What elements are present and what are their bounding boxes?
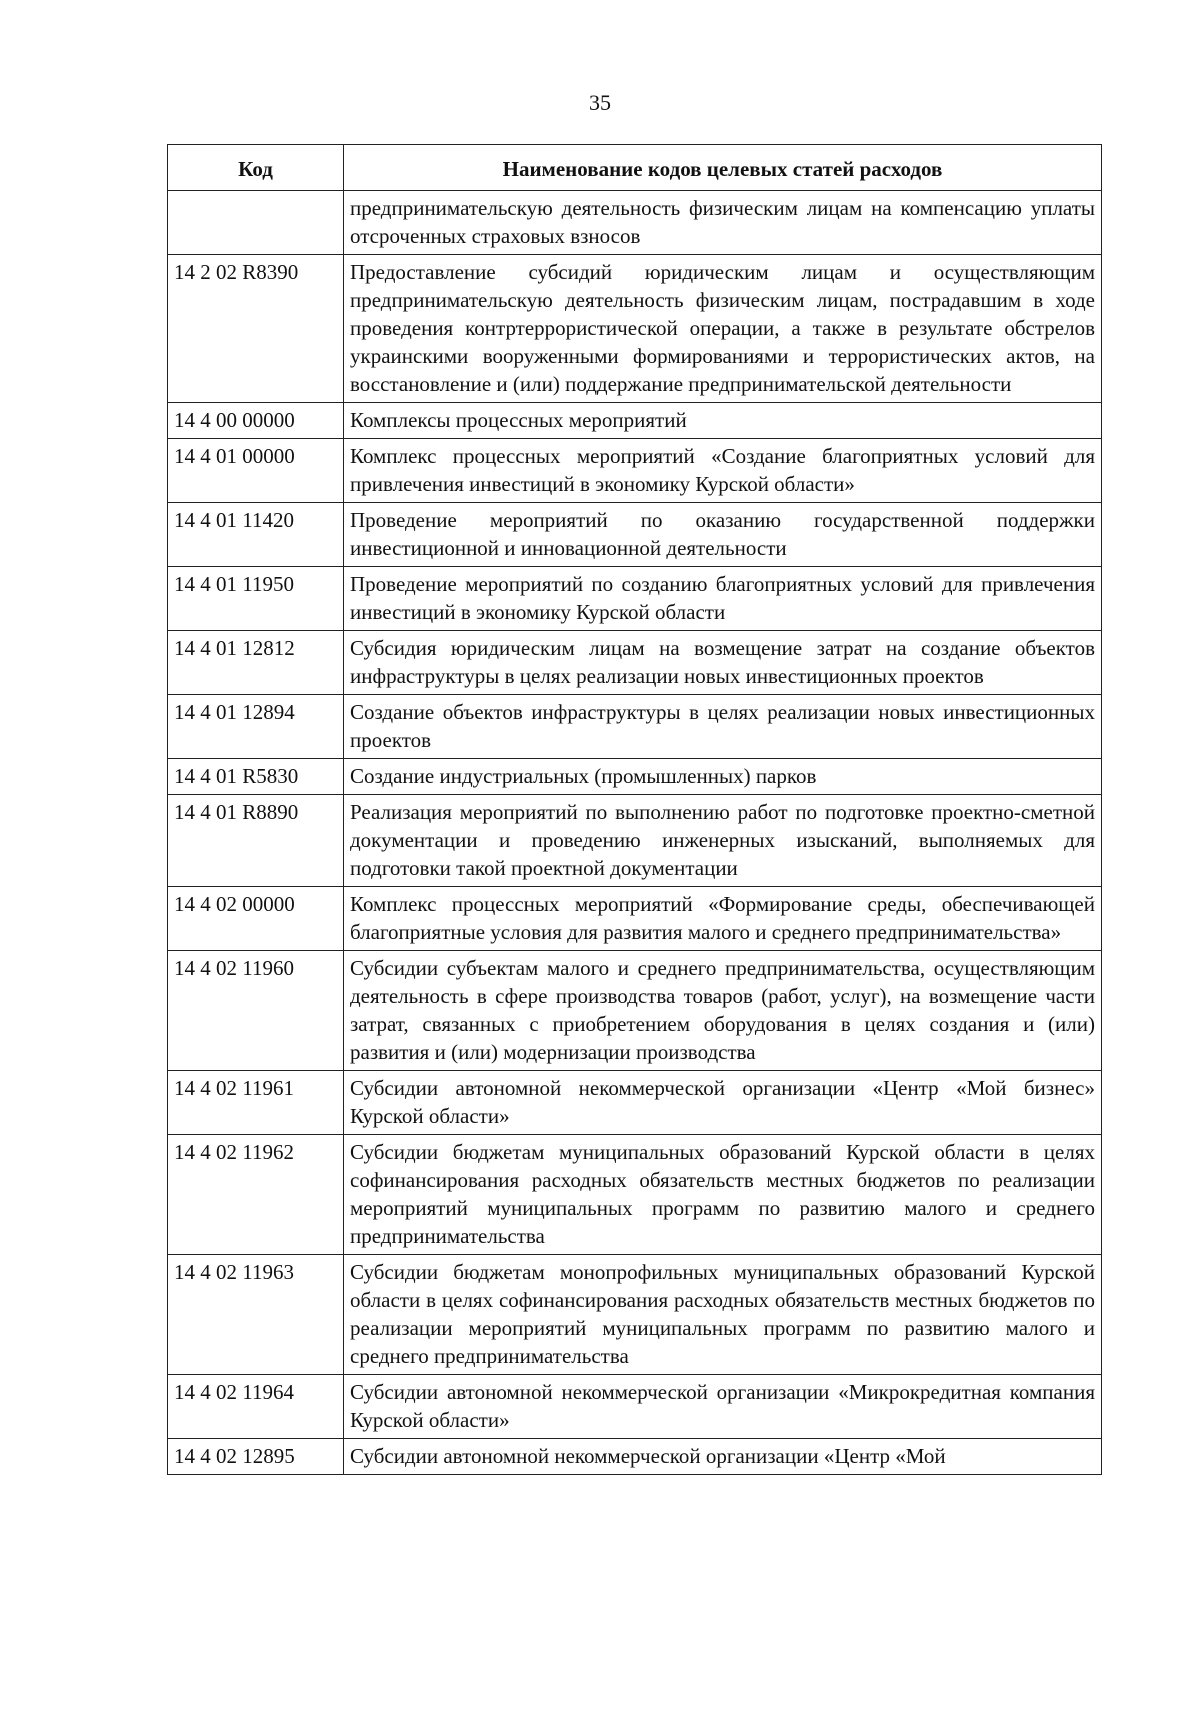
- table-row: [168, 759, 1102, 795]
- table-row: [168, 191, 1102, 255]
- code-cell: 14 2 02 R8390: [168, 255, 344, 403]
- code-cell: [168, 191, 344, 255]
- code-cell: 14 4 02 00000: [168, 887, 344, 951]
- name-cell: Субсидии бюджетам монопрофильных муниципальных образований Курской области в целях софинансирования расходных обязательств местных бюджетов по реализации мероприятий муниципальных программ по развитию малого и среднего предпринимательства: [344, 1255, 1102, 1375]
- target-expense-codes-table: [167, 144, 1102, 1475]
- table-row: [168, 951, 1102, 1071]
- table-row: [168, 1255, 1102, 1375]
- table-row: [168, 631, 1102, 695]
- table-row: [168, 695, 1102, 759]
- table-header-row: [168, 145, 1102, 191]
- table-row: [168, 255, 1102, 403]
- code-cell: 14 4 01 12812: [168, 631, 344, 695]
- name-cell: Комплекс процессных мероприятий «Формирование среды, обеспечивающей благоприятные условия для развития малого и среднего предпринимательства»: [344, 887, 1102, 951]
- name-cell: Проведение мероприятий по оказанию государственной поддержки инвестиционной и инновационной деятельности: [344, 503, 1102, 567]
- table-row: [168, 1135, 1102, 1255]
- name-cell: Субсидии автономной некоммерческой организации «Центр «Мой бизнес» Курской области»: [344, 1071, 1102, 1135]
- name-cell: Предоставление субсидий юридическим лицам и осуществляющим предпринимательскую деятельность физическим лицам, пострадавшим в ходе проведения контртеррористической операции, а также в результате обстрелов украинскими вооруженными формированиями и террористических актов, на восстановление и (или) поддержание предпринимательской деятельности: [344, 255, 1102, 403]
- name-cell: Субсидии автономной некоммерческой организации «Микрокредитная компания Курской области»: [344, 1375, 1102, 1439]
- code-column-header: Код: [168, 145, 344, 191]
- code-cell: 14 4 02 11963: [168, 1255, 344, 1375]
- code-cell: 14 4 02 11964: [168, 1375, 344, 1439]
- page-number: 35: [589, 90, 611, 115]
- table-row: [168, 795, 1102, 887]
- table-row: [168, 403, 1102, 439]
- code-cell: 14 4 00 00000: [168, 403, 344, 439]
- code-cell: 14 4 02 12895: [168, 1439, 344, 1475]
- code-cell: 14 4 01 12894: [168, 695, 344, 759]
- name-cell: Субсидия юридическим лицам на возмещение затрат на создание объектов инфраструктуры в целях реализации новых инвестиционных проектов: [344, 631, 1102, 695]
- code-cell: 14 4 01 00000: [168, 439, 344, 503]
- name-cell: предпринимательскую деятельность физическим лицам на компенсацию уплаты отсроченных страховых взносов: [344, 191, 1102, 255]
- name-cell: Комплекс процессных мероприятий «Создание благоприятных условий для привлечения инвестиций в экономику Курской области»: [344, 439, 1102, 503]
- name-column-header: Наименование кодов целевых статей расходов: [344, 145, 1102, 191]
- table-row: [168, 1439, 1102, 1475]
- table-row: [168, 503, 1102, 567]
- table-row: [168, 1071, 1102, 1135]
- code-cell: 14 4 02 11962: [168, 1135, 344, 1255]
- table-body: [168, 191, 1102, 1475]
- code-cell: 14 4 01 11950: [168, 567, 344, 631]
- name-cell: Реализация мероприятий по выполнению работ по подготовке проектно-сметной документации и проведению инженерных изысканий, выполняемых для подготовки такой проектной документации: [344, 795, 1102, 887]
- name-cell: Создание индустриальных (промышленных) парков: [344, 759, 1102, 795]
- code-cell: 14 4 01 11420: [168, 503, 344, 567]
- code-cell: 14 4 01 R8890: [168, 795, 344, 887]
- name-cell: Субсидии субъектам малого и среднего предпринимательства, осуществляющим деятельность в сфере производства товаров (работ, услуг), на возмещение части затрат, связанных с приобретением оборудования в целях создания и (или) развития и (или) модернизации производства: [344, 951, 1102, 1071]
- name-cell: Создание объектов инфраструктуры в целях реализации новых инвестиционных проектов: [344, 695, 1102, 759]
- name-cell: Субсидии бюджетам муниципальных образований Курской области в целях софинансирования расходных обязательств местных бюджетов по реализации мероприятий муниципальных программ по развитию малого и среднего предпринимательства: [344, 1135, 1102, 1255]
- table-row: [168, 1375, 1102, 1439]
- table-row: [168, 439, 1102, 503]
- table-row: [168, 887, 1102, 951]
- table-row: [168, 567, 1102, 631]
- name-cell: Комплексы процессных мероприятий: [344, 403, 1102, 439]
- code-cell: 14 4 02 11960: [168, 951, 344, 1071]
- code-cell: 14 4 01 R5830: [168, 759, 344, 795]
- name-cell: Субсидии автономной некоммерческой организации «Центр «Мой: [344, 1439, 1102, 1475]
- name-cell: Проведение мероприятий по созданию благоприятных условий для привлечения инвестиций в экономику Курской области: [344, 567, 1102, 631]
- code-cell: 14 4 02 11961: [168, 1071, 344, 1135]
